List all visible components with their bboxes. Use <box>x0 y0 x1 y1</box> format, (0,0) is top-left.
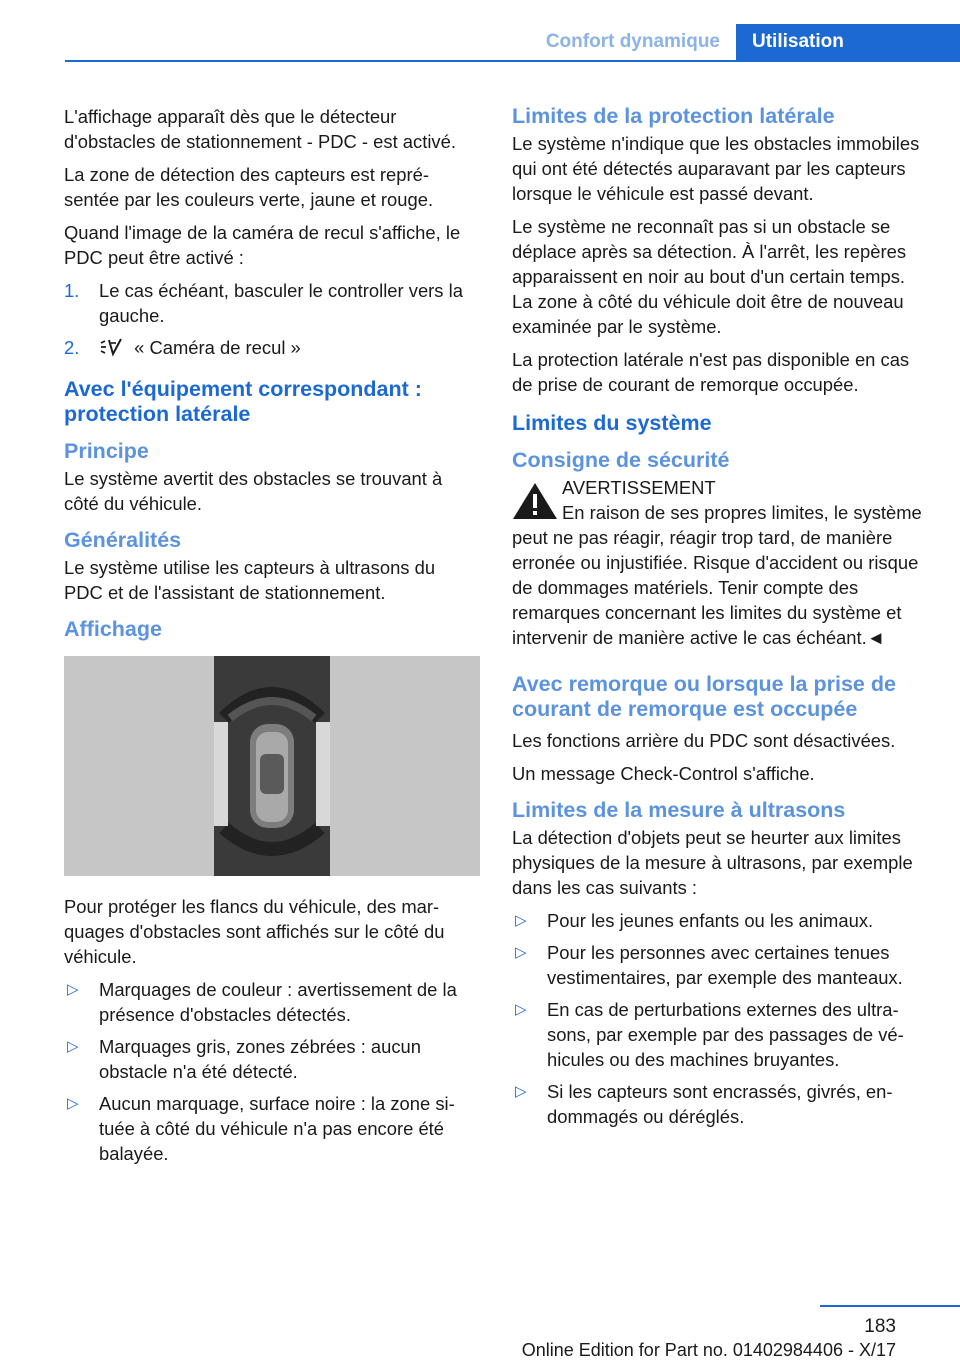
list-item <box>64 977 478 1027</box>
step-number: 2. <box>64 337 80 358</box>
triangle-bullet-icon: ▷ <box>515 1001 527 1018</box>
paragraph: Le système ne reconnaît pas si un obstacle se déplace après sa détection. À l'arrêt, les repères apparaissent en noir au bout d'un certain temps. La zone à côté du véhicule doit être de nouveau examinée par le système. <box>512 216 907 337</box>
right-column <box>512 104 928 1137</box>
bullet-text: Aucun marquage, surface noire : la zone située à côté du véhicule n'a pas encore été balayée. <box>99 1093 455 1164</box>
warning-triangle-icon <box>512 481 558 521</box>
edition-footer: Online Edition for Part no. 01402984406 - X/17 <box>521 1340 896 1360</box>
step-text: « Caméra de recul » <box>134 337 301 358</box>
steps-list <box>64 278 478 363</box>
list-item <box>512 997 928 1072</box>
paragraph: Le système avertit des obstacles se trouvant à côté du véhicule. <box>64 468 443 514</box>
list-item <box>512 1079 928 1129</box>
triangle-bullet-icon: ▷ <box>67 1038 79 1055</box>
list-item <box>512 908 928 933</box>
chapter-tab: Utilisation <box>736 24 960 60</box>
paragraph: La détection d'objets peut se heurter aux limites physiques de la mesure à ultrasons, par exemple dans les cas suivants : <box>512 827 913 898</box>
section-tab: Confort dynamique <box>545 31 720 52</box>
footer-rule <box>820 1305 960 1307</box>
bullet-text: Marquages gris, zones zébrées : aucun obstacle n'a été détecté. <box>99 1036 422 1082</box>
page-header <box>65 24 960 62</box>
section-heading: Limites du système <box>512 411 712 435</box>
bullet-list <box>512 908 928 1129</box>
paragraph: La zone de détection des capteurs est représentée par les couleurs verte, jaune et rouge. <box>64 164 434 210</box>
paragraph: Quand l'image de la caméra de recul s'affiche, le PDC peut être activé : <box>64 222 461 268</box>
subsection-heading: Généralités <box>64 528 182 552</box>
list-item <box>64 1091 478 1166</box>
bullet-text: Si les capteurs sont encrassés, givrés, endommagés ou déréglés. <box>547 1081 893 1127</box>
subsection-heading: Limites de la mesure à ultrasons <box>512 798 846 822</box>
paragraph: Le système utilise les capteurs à ultrasons du PDC et de l'assistant de stationnement. <box>64 557 436 603</box>
warning-text: En raison de ses propres limites, le système peut ne pas réagir, réagir trop tard, de manière erronée ou injustifiée. Risque d'accident ou risque de dommages matériels. Tenir compte des remarques concernant les limites du système et intervenir de manière active le cas échéant.◄ <box>512 502 922 648</box>
paragraph: Pour protéger les flancs du véhicule, des marquages d'obstacles sont affichés sur le côté du véhicule. <box>64 896 445 967</box>
bullet-text: Pour les jeunes enfants ou les animaux. <box>547 910 874 931</box>
page-number: 183 <box>864 1316 896 1337</box>
paragraph: Les fonctions arrière du PDC sont désactivées. <box>512 730 896 751</box>
subsection-heading: Consigne de sécurité <box>512 448 730 472</box>
triangle-bullet-icon: ▷ <box>67 981 79 998</box>
left-column <box>64 104 478 1174</box>
bullet-text: En cas de perturbations externes des ultrasons, par exemple par des passages de véhicules ou des machines bruyantes. <box>547 999 904 1070</box>
list-item <box>64 1034 478 1084</box>
paragraph: La protection latérale n'est pas disponible en cas de prise de courant de remorque occupée. <box>512 349 910 395</box>
side-protection-display-image <box>64 656 480 876</box>
triangle-bullet-icon: ▷ <box>515 912 527 929</box>
warning-box <box>512 475 928 650</box>
paragraph: L'affichage apparaît dès que le détecteur d'obstacles de stationnement - PDC - est activé. <box>64 106 456 152</box>
triangle-bullet-icon: ▷ <box>515 1083 527 1100</box>
paragraph: Le système n'indique que les obstacles immobiles qui ont été détectés auparavant par les capteurs lorsque le véhicule est passé devant. <box>512 133 920 204</box>
warning-title: AVERTISSEMENT <box>562 477 716 498</box>
pdc-camera-icon <box>99 337 123 363</box>
triangle-bullet-icon: ▷ <box>515 944 527 961</box>
bullet-text: Pour les personnes avec certaines tenues vestimentaires, par exemple des manteaux. <box>547 942 903 988</box>
list-item <box>64 278 478 328</box>
subsection-heading: Affichage <box>64 617 162 641</box>
step-text: Le cas échéant, basculer le controller vers la gauche. <box>99 280 463 326</box>
list-item <box>512 940 928 990</box>
subsection-heading: Principe <box>64 439 149 463</box>
list-item <box>64 335 478 363</box>
subsection-heading: Avec remorque ou lorsque la prise de courant de remorque est occupée <box>512 672 896 721</box>
bullet-list <box>64 977 478 1166</box>
paragraph: Un message Check-Control s'affiche. <box>512 763 815 784</box>
subsection-heading: Limites de la protection latérale <box>512 104 835 128</box>
triangle-bullet-icon: ▷ <box>67 1095 79 1112</box>
section-heading: Avec l'équipement correspondant : protection latérale <box>64 377 422 426</box>
step-number: 1. <box>64 280 80 301</box>
bullet-text: Marquages de couleur : avertissement de la présence d'obstacles détectés. <box>99 979 457 1025</box>
